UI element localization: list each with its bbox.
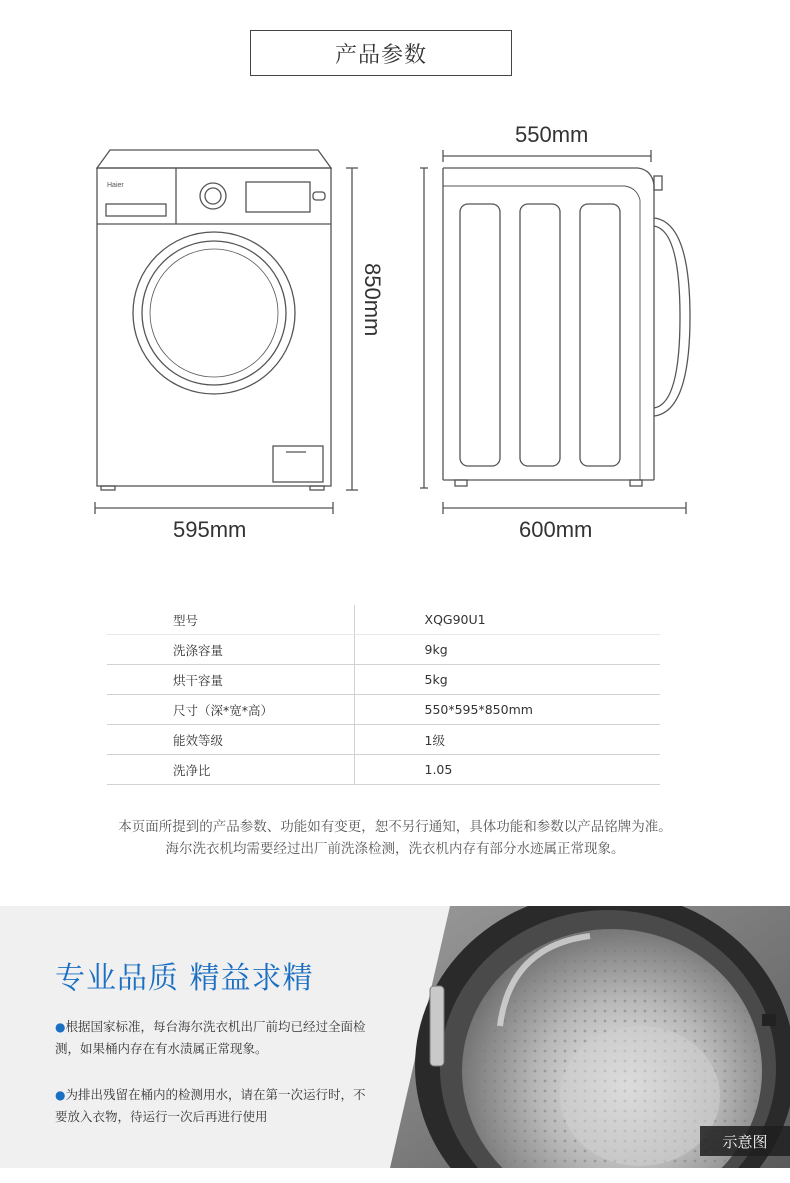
table-row [107, 695, 660, 725]
promo-bullet-text: 为排出残留在桶内的检测用水，请在第一次运行时，不要放入衣物，待运行一次后再进行使用 [55, 1087, 366, 1124]
spec-value: 550*595*850mm [354, 695, 660, 725]
promo-bullet-1 [55, 1016, 375, 1059]
table-row [107, 725, 660, 755]
depth-top-label: 550mm [515, 122, 589, 147]
caption-badge: 示意图 [700, 1126, 790, 1156]
height-label: 850mm [360, 263, 385, 337]
width-label: 595mm [173, 517, 247, 542]
table-row [107, 635, 660, 665]
spec-value: 5kg [354, 665, 660, 695]
brand-logo: Haier [107, 182, 124, 189]
promo-title: 专业品质 精益求精 [55, 961, 314, 996]
spec-label: 能效等级 [107, 725, 354, 755]
spec-table [107, 605, 660, 785]
promo-banner [0, 906, 790, 1168]
spec-label: 洗涤容量 [107, 635, 354, 665]
side-height-ticks [420, 168, 428, 488]
width-dimension-line [95, 502, 333, 514]
spec-value: 1.05 [354, 755, 660, 785]
section-title: 产品参数 [250, 30, 512, 76]
table-row [107, 605, 660, 635]
promo-bullet-2 [55, 1084, 375, 1127]
front-view-machine [97, 150, 331, 490]
spec-label: 尺寸（深*宽*高） [107, 695, 354, 725]
spec-value: XQG90U1 [354, 605, 660, 635]
spec-label: 洗净比 [107, 755, 354, 785]
disclaimer-line-2: 海尔洗衣机均需要经过出厂前洗涤检测，洗衣机内存有部分水迹属正常现象。 [165, 841, 625, 857]
spec-label: 型号 [107, 605, 354, 635]
table-row [107, 755, 660, 785]
bullet-dot-icon: ● [55, 1020, 66, 1034]
depth-top-dimension-line [443, 150, 651, 162]
depth-bottom-label: 600mm [519, 517, 593, 542]
disclaimer-line-1: 本页面所提到的产品参数、功能如有变更，恕不另行通知，具体功能和参数以产品铭牌为准。 [118, 819, 672, 835]
height-dimension-line [346, 168, 358, 490]
side-view-machine [443, 168, 690, 486]
spec-label: 烘干容量 [107, 665, 354, 695]
dimension-diagram [0, 0, 790, 560]
table-row [107, 665, 660, 695]
spec-value: 9kg [354, 635, 660, 665]
spec-value: 1级 [354, 725, 660, 755]
depth-bottom-dimension-line [443, 502, 686, 514]
promo-bullet-text: 根据国家标准，每台海尔洗衣机出厂前均已经过全面检测，如果桶内存在有水渍属正常现象。 [55, 1019, 366, 1056]
bullet-dot-icon: ● [55, 1088, 66, 1102]
